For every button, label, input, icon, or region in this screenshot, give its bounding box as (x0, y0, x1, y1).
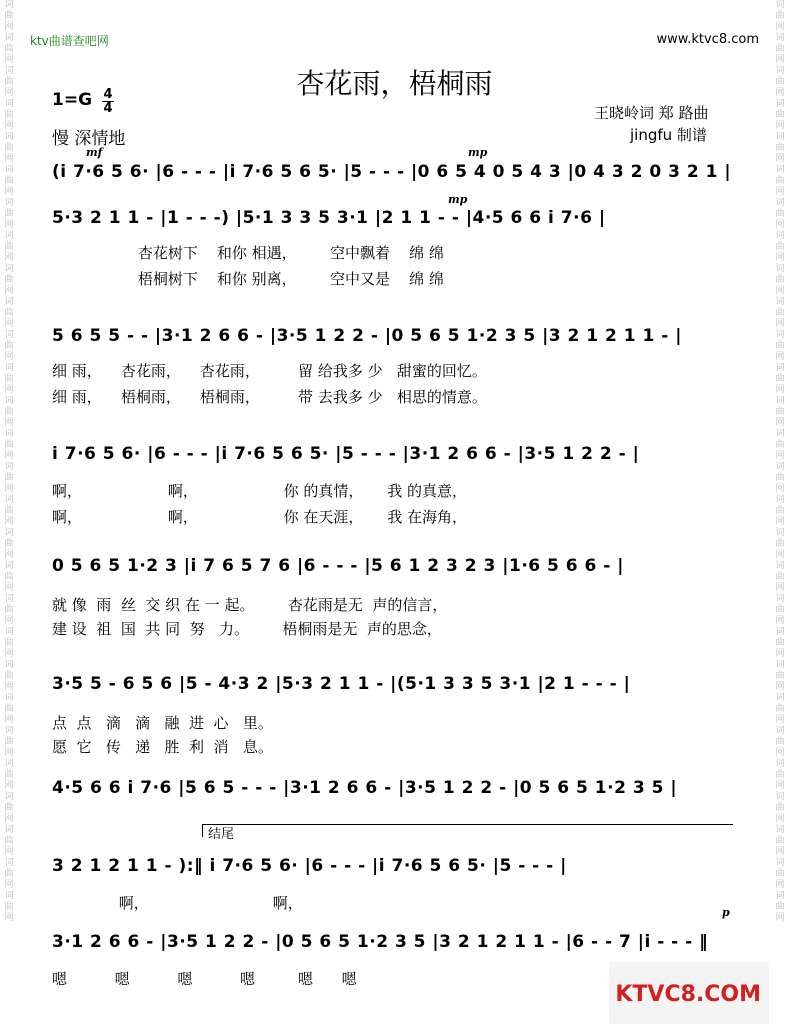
lyric-line-9: 点 点 滴 滴 融 进 心 里。 (52, 714, 273, 732)
lyric-line-2: 梧桐树下 和你 别离， 空中又是 绵 绵 (52, 270, 444, 288)
notation-line-1: (i 7·6 5 6· |6 - - - |i 7·6 5 6 5· |5 - - - |0 6 5 4 0 5 4 3 |0 4 3 2 0 3 2 1 | (52, 162, 732, 182)
side-watermark-left: 词曲网词曲网词曲网词曲网词曲网词曲网词曲网词曲网词曲网词曲网词曲网词曲网词曲网词曲网词曲网词曲网词曲网词曲网词曲网词曲网词曲网词曲网词曲网词曲网词曲网词曲网词曲网词曲网 (4, 0, 14, 923)
arranger-credit: jingfu 制谱 (630, 126, 707, 144)
notation-line-3: 5 6 5 5 - - |3·1 2 6 6 - |3·5 1 2 2 - |0 5 6 5 1·2 3 5 |3 2 1 2 1 1 - | (52, 326, 682, 346)
site-logo: KTVC8.COM (615, 982, 761, 1007)
lyric-line-6: 啊， 啊， 你 在天涯， 我 在海角， (52, 508, 468, 526)
song-title: 杏花雨，梧桐雨 (296, 67, 493, 100)
time-signature (102, 88, 114, 115)
lyric-line-1: 杏花树下 和你 相遇， 空中飘着 绵 绵 (52, 244, 444, 262)
meter-bottom: 4 (103, 101, 113, 116)
site-watermark-right: www.ktvc8.com (656, 32, 759, 47)
lyric-line-8: 建 设 祖 国 共 同 努 力。 梧桐雨是无 声的思念， (52, 620, 442, 638)
site-watermark-left: ktv曲谱查吧网 (30, 34, 109, 48)
lyric-line-4: 细 雨， 梧桐雨， 梧桐雨， 带 去我多 少 相思的情意。 (52, 388, 487, 406)
meter-top: 4 (103, 87, 113, 102)
lyric-line-7: 就 像 雨 丝 交 织 在 一 起。 杏花雨是无 声的信言， (52, 596, 448, 614)
side-watermark-right: 词曲网词曲网词曲网词曲网词曲网词曲网词曲网词曲网词曲网词曲网词曲网词曲网词曲网词曲网词曲网词曲网词曲网词曲网词曲网词曲网词曲网词曲网词曲网词曲网词曲网词曲网词曲网词曲网 (775, 0, 785, 923)
dynamic-mp-2: mp (448, 193, 468, 206)
notation-line-7: 4·5 6 6 i 7·6 |5 6 5 - - - |3·1 2 6 6 - |3·5 1 2 2 - |0 5 6 5 1·2 3 5 | (52, 778, 678, 798)
notation-line-5: 0 5 6 5 1·2 3 |i 7 6 5 7 6 |6 - - - |5 6 1 2 3 2 3 |1·6 5 6 6 - | (52, 556, 624, 576)
lyric-line-11: 啊， 啊， (52, 894, 303, 912)
lyric-line-10: 愿 它 传 递 胜 利 消 息。 (52, 738, 273, 756)
ending-label: 结尾 (208, 827, 235, 842)
lyric-line-12: 嗯 嗯 嗯 嗯 嗯 嗯 (52, 970, 357, 988)
notation-line-2: 5·3 2 1 1 - |1 - - -) |5·1 3 3 5 3·1 |2 1 1 - - |4·5 6 6 i 7·6 | (52, 208, 606, 228)
lyric-line-3: 细 雨， 杏花雨， 杏花雨， 留 给我多 少 甜蜜的回忆。 (52, 362, 487, 380)
dynamic-mf: mf (86, 146, 103, 159)
composer-credit: 王晓岭词 郑 路曲 (594, 104, 709, 122)
notation-line-4: i 7·6 5 6· |6 - - - |i 7·6 5 6 5· |5 - - - |3·1 2 6 6 - |3·5 1 2 2 - | (52, 444, 640, 464)
notation-line-6: 3·5 5 - 6 5 6 |5 - 4·3 2 |5·3 2 1 1 - |(5·1 3 3 5 3·1 |2 1 - - - | (52, 674, 631, 694)
lyric-line-5: 啊， 啊， 你 的真情， 我 的真意， (52, 482, 468, 500)
ending-bracket (202, 824, 733, 837)
tempo-marking: 慢 深情地 (52, 129, 126, 149)
key-signature: 1=G (52, 90, 93, 110)
dynamic-mp-1: mp (468, 146, 488, 159)
notation-line-9: 3·1 2 6 6 - |3·5 1 2 2 - |0 5 6 5 1·2 3 5 |3 2 1 2 1 1 - |6 - - 7 |i - - - ‖ (52, 932, 709, 952)
notation-line-8: 3 2 1 2 1 1 - ):‖ i 7·6 5 6· |6 - - - |i 7·6 5 6 5· |5 - - - | (52, 856, 567, 876)
dynamic-p: p (722, 906, 730, 919)
